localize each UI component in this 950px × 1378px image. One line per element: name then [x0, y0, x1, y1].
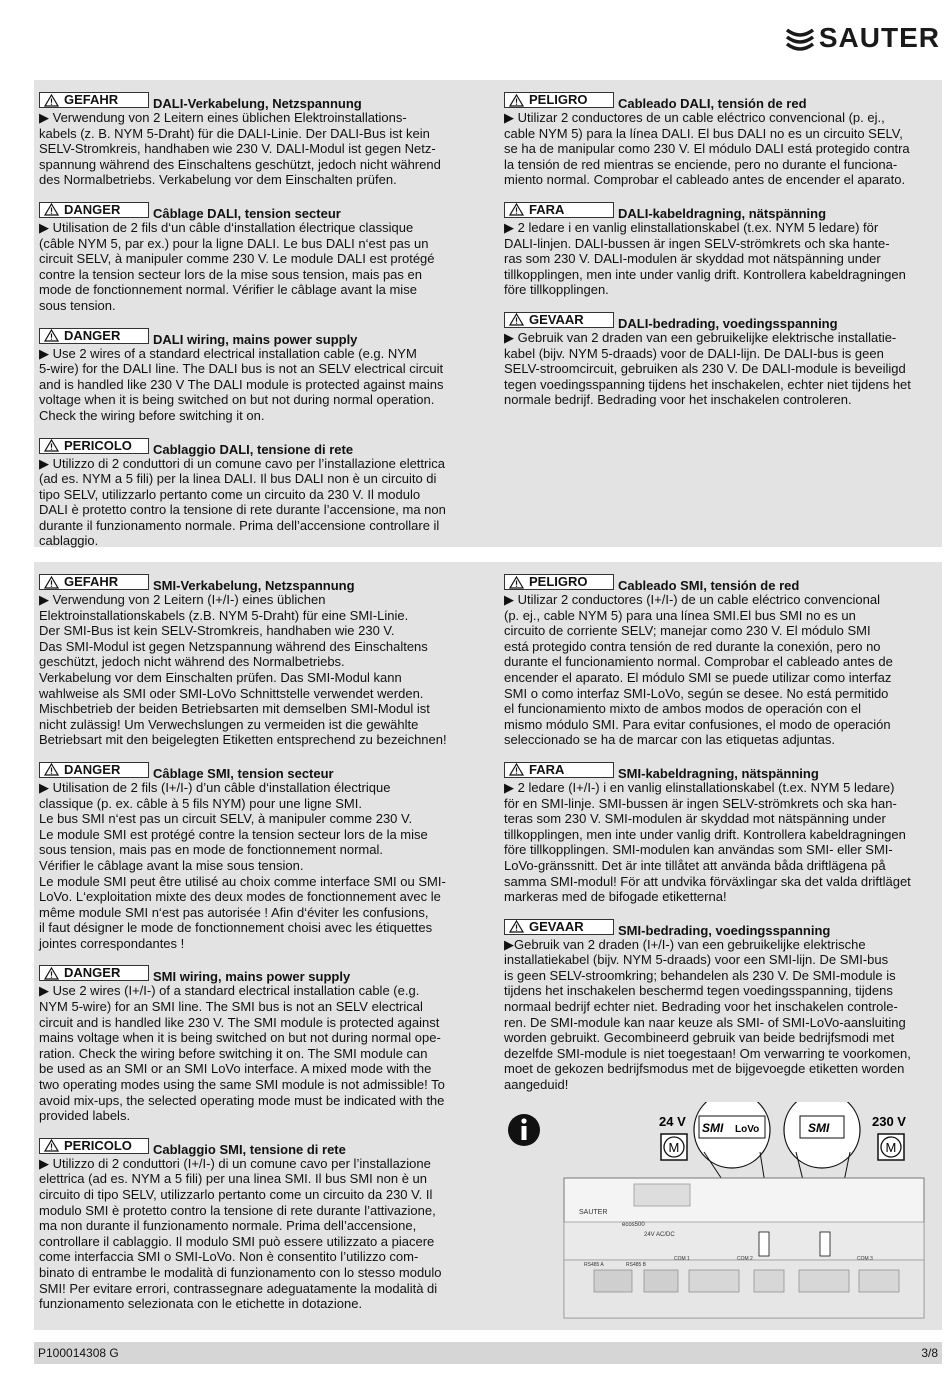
- warning-header: [39, 88, 479, 111]
- warning-text: ▶ Utilisation de 2 fils d‘un câble d‘installation électrique classique (câble NYM 5, par ex.) pour la ligne DALI. Le bus DALI n‘est pas un circuit SELV, à manipuler comme 230 V. Le module DALI est protégé contre la tension secteur lors de la mise sous tension, mais pas en mode de fonctionnement normal. Vérifier le câblage avant la mise sous tension.: [39, 219, 435, 313]
- warning-text: ▶ Verwendung von 2 Leitern (I+/I-) eines üblichen Elektroinstallationskabels (z.B. NYM 5-Draht) für eine SMI-Linie. Der SMI-Bus ist kein SELV-Stromkreis, handhaben wie 230 V. Das SMI-Modul ist gegen Netzspannung während des Einschaltens geschützt, jedoch nicht während des Normalbetriebs. Verkabelung vor dem Einschalten prüfen. Das SMI-Modul kann wahlweise als SMI oder SMI-LoVo Schnittstelle verwendet werden. Mischbetrieb der beiden Betriebsarten mit demselben SMI-Modul ist nicht zulässig! Um Verwechslungen zu vermeiden ist die gewählte Betriebsart mit den beigelegten Etiketten entsprechend zu bezeichnen!: [39, 592, 447, 748]
- port-label-rs485a: RS485 A: [584, 1262, 604, 1268]
- smi-right-column: [504, 570, 944, 1103]
- warning-header: [504, 915, 944, 938]
- warning-text: ▶ Utilizzo di 2 conduttori di un comune cavo per l’installazione elettrica (ad es. NYM a 5 fili) per la linea DALI. Il bus DALI non è un circuito di tipo SELV, utilizzarlo pertanto come un circuito da 230 V. Il modulo DALI è protetto contro la tensione di rete durante l’accensione, ma non durante il funzionamento normale. Prima dell’accensione controllare il cablaggio.: [39, 455, 446, 549]
- warning-badge: [39, 1138, 149, 1154]
- warning-badge: [504, 574, 614, 590]
- port-label-rs485b: RS485 B: [626, 1262, 647, 1268]
- info-icon: [508, 1114, 540, 1146]
- warning-title: DALI-kabeldragning, nätspänning: [618, 205, 827, 221]
- warning-badge-label: GEFAHR: [64, 92, 119, 107]
- warning-triangle-icon: [44, 203, 59, 216]
- warning-badge-label: GEVAAR: [529, 918, 584, 934]
- smi-lovo-text: LoVo: [735, 1124, 760, 1135]
- document-number: P100014308 G: [38, 1346, 119, 1360]
- smi-warning-block: [39, 961, 479, 1123]
- dali-warning-block: [39, 324, 479, 424]
- dali-warning-block: [39, 88, 479, 188]
- warning-badge-label: PERICOLO: [64, 437, 132, 453]
- warning-badge-label: GEVAAR: [529, 311, 584, 327]
- warning-badge-label: DANGER: [64, 965, 121, 981]
- brand-name: SAUTER: [818, 22, 940, 53]
- warning-text: ▶ Use 2 wires (I+/I-) of a standard electrical installation cable (e.g. NYM 5-wire) for an SMI line. The SMI bus is not an SELV electrical circuit and is handled like 230 V. The SMI module is protected against mains voltage when it is being switched on but not during normal ope- ration. Check the wiring before switching it on. The SMI module can be used as an SMI or an SMI LoVo interface. A mixed mode with the two operating modes using the same SMI module is not admissible! To avoid mix-ups, the selected operating mode must be indicated with the provided labels.: [39, 983, 445, 1124]
- warning-text: ▶ Verwendung von 2 Leitern eines üblichen Elektroinstallations- kabels (z. B. NYM 5-Draht) für die DALI-Linie. Der DALI-Bus ist kein SELV-Stromkreis, handhaben wie 230 V. DALI-Modul ist gegen Netz- spannung während des Einschaltens geschützt, jedoch nicht während des Normalbetriebs. Verkabelung vor dem Einschalten prüfen.: [39, 110, 441, 188]
- warning-title: DALI-bedrading, voedingsspanning: [618, 315, 838, 331]
- warning-badge: [504, 919, 614, 935]
- warning-badge-label: PELIGRO: [529, 92, 588, 107]
- dali-warning-block: [504, 198, 944, 298]
- warning-text: ▶ Gebruik van 2 draden van een gebruikelijke elektrische installatie- kabel (bijv. NYM 5-draads) voor de DALI-lijn. De DALI-bus is geen SELV-stroomcircuit, gebruiken als 230 V. De DALI-module is beveiligd tegen voedingsspanning tijdens het inschakelen, echter niet tijdens het normale bedrijf. Bedrading voor het inschakelen controleren.: [504, 329, 911, 408]
- warning-triangle-icon: [509, 763, 524, 776]
- warning-text: ▶Gebruik van 2 draden (I+/I-) van een gebruikelijke elektrische installatiekabel (bijv. NYM 5-draads) voor een SMI-lijn. De SMI-bus is geen SELV-stroomkring; behandelen als 230 V. De SMI-module is tijdens het inschakelen beschermd tegen voedingsspanning, tijdens normaal bedrijf echter niet. Bedrading voor het inschakelen controle- ren. De SMI-module kan naar keuze als SMI- of SMI-LoVo-aansluiting worden gebruikt. Gecombineerd gebruik van beide bedrijfsmodi met dezelfde SMI-module is niet toegestaan! Om verwarring te voorkomen, moet de gekozen bedrijfsmodus met de bijgevoegde etiketten worden aangeduid!: [504, 936, 911, 1093]
- warning-badge-label: PELIGRO: [529, 574, 588, 589]
- smi-warning-block: [504, 758, 944, 905]
- smi-text: SMI: [808, 1121, 830, 1135]
- warning-badge-label: FARA: [529, 201, 565, 217]
- port-label-com3: COM 3: [857, 1256, 873, 1262]
- motor-right-label: M: [885, 1140, 897, 1155]
- device-brand: SAUTER: [579, 1209, 608, 1216]
- warning-header: [39, 198, 479, 221]
- warning-triangle-icon: [44, 1139, 59, 1152]
- device-body: [564, 1178, 924, 1318]
- sauter-logo-icon: [785, 24, 815, 52]
- smi-warning-block: [504, 915, 944, 1093]
- device-power: 24V AC/DC: [644, 1232, 675, 1238]
- warning-header: [504, 758, 944, 781]
- smi-warning-block: [504, 570, 944, 748]
- warning-text: ▶ Use 2 wires of a standard electrical installation cable (e.g. NYM 5-wire) for the DALI line. The DALI bus is not an SELV electrical circuit and is handled like 230 V The DALI module is protected against mains voltage when it is being switched on but not during normal operation. Check the wiring before switching it on.: [39, 345, 444, 423]
- warning-header: [39, 758, 479, 781]
- warning-badge-label: DANGER: [64, 201, 121, 217]
- warning-badge-label: DANGER: [64, 327, 121, 343]
- dali-warning-block: [39, 198, 479, 314]
- warning-header: [39, 1134, 479, 1157]
- warning-badge: [504, 202, 614, 218]
- warning-triangle-icon: [44, 439, 59, 452]
- warning-badge: [39, 438, 149, 454]
- port-label-com1: COM 1: [674, 1256, 690, 1262]
- motor-left-label: M: [668, 1140, 680, 1155]
- warning-triangle-icon: [509, 576, 524, 589]
- warning-badge-label: GEFAHR: [64, 574, 119, 589]
- warning-badge: [39, 574, 149, 590]
- warning-badge: [504, 92, 614, 108]
- warning-text: ▶ Utilizar 2 conductores (I+/I-) de un cable eléctrico convencional (p. ej., cable NYM 5) para una línea SMI.El bus SMI no es un circuito de corriente SELV; manejar como 230 V. El módulo SMI está protegido contra tensión de red durante la conexión, pero no durante el funcionamiento normal. Comprobar el cableado antes de encender el aparato. El módulo SMI se puede utilizar como interfaz SMI o como interfaz SMI-LoVo, según se desee. No está permitido el funcionamiento mixto de ambos modos de operación con el mismo módulo SMI. Para evitar confusiones, el modo de operación seleccionado se ha de marcar con las etiquetas adjuntas.: [504, 592, 893, 748]
- warning-header: [39, 434, 479, 457]
- warning-badge-label: PERICOLO: [64, 1137, 132, 1153]
- smi-warning-block: [39, 1134, 479, 1312]
- warning-header: [39, 324, 479, 347]
- smi-warning-block: [39, 570, 479, 748]
- smi-warning-block: [39, 758, 479, 952]
- warning-title: DALI-Verkabelung, Netzspannung: [153, 96, 362, 111]
- voltage-right-label: 230 V: [872, 1114, 906, 1129]
- warning-triangle-icon: [44, 967, 59, 980]
- warning-title: DALI wiring, mains power supply: [153, 331, 358, 347]
- page-footer: [34, 1342, 942, 1364]
- dali-warning-block: [39, 434, 479, 550]
- warning-badge: [504, 312, 614, 328]
- warning-badge: [39, 965, 149, 981]
- warning-title: Cableado SMI, tensión de red: [618, 578, 800, 593]
- dali-warning-block: [504, 308, 944, 408]
- device-model: ecos500: [622, 1222, 645, 1228]
- warning-header: [504, 198, 944, 221]
- warning-title: Cableado DALI, tensión de red: [618, 96, 807, 111]
- warning-header: [39, 570, 479, 593]
- page-number: 3/8: [921, 1346, 938, 1360]
- port-label-com2: COM 2: [737, 1256, 753, 1262]
- dali-right-column: [504, 88, 944, 418]
- smi-left-column: [39, 570, 479, 1322]
- warning-badge-label: DANGER: [64, 761, 121, 777]
- warning-triangle-icon: [44, 94, 59, 107]
- warning-badge: [39, 762, 149, 778]
- warning-triangle-icon: [509, 313, 524, 326]
- smi-lovo-smi-text: SMI: [702, 1121, 724, 1135]
- warning-title: Cablaggio SMI, tensione di rete: [153, 1141, 346, 1157]
- warning-badge: [504, 762, 614, 778]
- warning-text: ▶ 2 ledare (I+/I-) i en vanlig elinstallationskabel (t.ex. NYM 5 ledare) för en SMI-linje. SMI-bussen är ingen SELV-strömkrets och ska han- teras som 230 V. SMI-modulen är skyddad mot nätspänning under tillkopplingen, men inte under vanlig drift. Kontrollera kabeldragningen före tillkopplingen. SMI-modulen kan användas som SMI- eller SMI- LoVo-gränssnitt. Det är inte tillåtet att använda båda driftlägena på samma SMI-modul! För att undvika förväxlingar ska det valda driftläget markeras med de bifogade etiketterna!: [504, 779, 911, 905]
- warning-triangle-icon: [44, 576, 59, 589]
- dali-warning-block: [504, 88, 944, 188]
- warning-triangle-icon: [44, 763, 59, 776]
- warning-title: SMI-Verkabelung, Netzspannung: [153, 578, 355, 593]
- warning-header: [39, 961, 479, 985]
- warning-triangle-icon: [44, 329, 59, 342]
- warning-title: SMI-bedrading, voedingsspanning: [618, 922, 831, 938]
- voltage-left-label: 24 V: [659, 1114, 686, 1129]
- warning-triangle-icon: [509, 203, 524, 216]
- warning-text: ▶ Utilizzo di 2 conduttori (I+/I-) di un comune cavo per l’installazione elettrica (ad es. NYM a 5 fili) per una linea SMI. Il bus SMI non è un circuito di tipo SELV, utilizzarlo pertanto come un circuito da 230 V. Il modulo SMI è protetto contro la tensione di rete durante l’attivazione, ma non durante il funzionamento normale. Prima dell’accensione, controllare il cablaggio. Il modulo SMI può essere utilizzato a piacere come interfaccia SMI o SMI-LoVo. Non è consentito l’utilizzo com- binato di entrambe le modalità di funzionamento con lo stesso modulo SMI! Per evitare errori, contrassegnare adeguatamente la modalità di funzionamento selezionata con le etichette in dotazione.: [39, 1155, 442, 1312]
- warning-badge-label: FARA: [529, 761, 565, 777]
- warning-header: [504, 88, 944, 111]
- warning-badge: [39, 328, 149, 344]
- warning-triangle-icon: [509, 94, 524, 107]
- sauter-logo: [785, 22, 940, 54]
- warning-header: [504, 308, 944, 331]
- warning-text: ▶ Utilizar 2 conductores de un cable eléctrico convencional (p. ej., cable NYM 5) para la línea DALI. El bus DALI no es un circuito SELV, se ha de manipular como 230 V. El módulo DALI está protegido contra la tensión de red mientras se enciende, pero no durante el funciona- miento normal. Comprobar el cableado antes de encender el aparato.: [504, 110, 910, 188]
- warning-badge: [39, 92, 149, 108]
- warning-title: Câblage SMI, tension secteur: [153, 765, 334, 781]
- warning-badge: [39, 202, 149, 218]
- smi-section: [34, 562, 942, 1330]
- warning-title: Câblage DALI, tension secteur: [153, 205, 341, 221]
- warning-text: ▶ 2 ledare i en vanlig elinstallationskabel (t.ex. NYM 5 ledare) för DALI-linjen. DALI-bussen är ingen SELV-strömkrets och ska hante- ras som 230 V. DALI-modulen är skyddad mot nätspänning under tillkopplingen, men inte under vanlig drift. Kontrollera kabeldragningen före tillkopplingen.: [504, 219, 906, 298]
- dali-left-column: [39, 88, 479, 559]
- dali-section: [34, 80, 942, 547]
- warning-title: SMI-kabeldragning, nätspänning: [618, 765, 819, 781]
- warning-header: [504, 570, 944, 593]
- warning-title: Cablaggio DALI, tensione di rete: [153, 441, 354, 457]
- warning-text: ▶ Utilisation de 2 fils (I+/I-) d’un câble d‘installation électrique classique (p. ex. câble à 5 fils NYM) pour une ligne SMI. Le bus SMI n‘est pas un circuit SELV, à manipuler comme 230 V. Le module SMI est protégé contre la tension secteur lors de la mise sous tension, mais pas en mode de fonctionnement normal. Vérifier le câblage avant la mise sous tension. Le module SMI peut être utilisé au choix comme interface SMI ou SMI- LoVo. L‘exploitation mixte des deux modes de fonctionnement avec le même module SMI n‘est pas autorisée ! Afin d‘éviter les confusions, il faut désigner le mode de fonctionnement choisi avec les étiquettes jointes correspondantes !: [39, 779, 446, 951]
- warning-title: SMI wiring, mains power supply: [153, 969, 351, 985]
- smi-module-diagram: [504, 1102, 944, 1322]
- warning-triangle-icon: [509, 920, 524, 933]
